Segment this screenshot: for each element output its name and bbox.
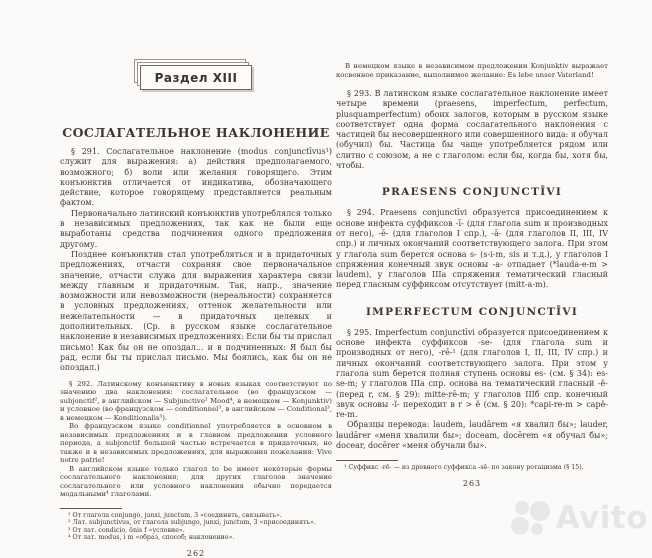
book-page-right (336, 0, 608, 540)
footnotes-left (60, 512, 332, 542)
paragraph: § 292. Латинскому конъюнктиву в новых языках соответствуют по значению два наклонения: сослагательное (во французском — subjonctif², в английском — Subjunctive² Mood⁴, в немецком — Konjunktiv) и условное (во французском — conditionnel³, в английском — Conditional³, в немецком — Konditionalis³). (60, 379, 332, 422)
paragraph: § 294. Praesens conjunctīvi образуется присоединением к основе инфекта суффиксов -ī- (для глагола sum и производных от него), -ē- (для глаголов I спр.), -ā- (для глаголов II, III, IV спр.) и личных окончаний соответствующего залога. При этом у глагола sum берется основа s- (s-i-m, sis и т.д.), у глаголов I спряжения конечный звук основы -a- отпадает (*lauda-e-m > laudem), у глаголов IIIа спряжения тематический гласный перед гласным суффиксом отсутствует (mitt-a-m). (336, 208, 608, 290)
paragraph: § 293. В латинском языке сослагательное наклонение имеет четыре времени (praesens, imperfectum, perfectum, plusquamperfectum) обоих залогов, которым в русском языке соответствует одна форма сослагательного наклонения с частицей бы несовершенного или совершенного вида: я обучал (обучил) бы. Частица бы чаще употребляется рядом или слитно с союзом, а не с глаголом: если бы, когда бы, хотя бы, чтобы. (336, 89, 608, 171)
paragraph: В немецком языке в независимом предложении Konjunktiv выражает косвенное приказание, выполнимое желание: Es lebe unser Vaterland! (336, 62, 608, 79)
paragraph-block-294 (336, 208, 608, 290)
paragraph: Позднее конъюнктив стал употребляться и в придаточных предложениях, отчасти сохраняя свое первоначальное значение, отчасти служа для выражения характера связи между главным и придаточным. Так, напр., значение возможности или невозможности (нереальности) сохраняется в условных предложениях, оттенок желательности или нежелательности — в придаточных целевых и дополнительных. (Ср. в русском языке сослагательное наклонение в независимых предложениях: Если бы ты прислал письмо! Как бы он не опоздал... и в подчиненных: Я был бы рад, если бы ты прислал письмо. Мы боялись, как бы он не опоздал.) (60, 249, 332, 373)
section-box (140, 64, 252, 90)
paragraph: § 291. Сослагательное наклонение (modus conjunctīvus¹) служит для выражения: а) действия предполагаемого, возможного; б) воли или желания говорящего. Этим конъюнктив отличается от индикатива, обозначающего действие, которое говорящему представляется реальным фактом. (60, 147, 332, 208)
footnote: ¹ Суффикс -rē- — из древнего суффикса -sē- по закону ротацизма (§ 15). (344, 464, 584, 472)
intro-note (336, 62, 608, 79)
paragraph: Первоначально латинский конъюнктив употреблялся только в независимых предложениях, так как не были еще выработаны средства подчинения одного предложения другому. (60, 208, 332, 249)
paragraph-block-291 (60, 147, 332, 374)
avito-brand-text: Avito (555, 499, 648, 536)
page-number-left: 262 (186, 548, 206, 558)
section-label: Раздел XIII (140, 65, 252, 90)
footnote-divider (60, 508, 122, 509)
paragraph-block-293 (336, 89, 608, 171)
footnotes-right (336, 464, 608, 472)
heading-imperfectum-conjunctivi: IMPERFECTUM CONJUNCTĪVI (365, 305, 579, 318)
paragraph: Во французском языке conditionnel употребляется в основном в независимых предложениях и в главном предложении условного периода, а subjonctif большей частью встречается в придаточных, но также и в независимых предложениях, для выражения пожелания: Vive notre patrie! (60, 422, 332, 465)
paragraph-block-295 (336, 328, 608, 452)
paragraph-block-292 (60, 380, 332, 499)
footnote: ⁴ От лат. modus, i m «образ, способ; наклонение». (68, 534, 235, 542)
chapter-title: СОСЛАГАТЕЛЬНОЕ НАКЛОНЕНИЕ (62, 125, 330, 140)
paragraph: В английском языке только глагол to be имеет некоторые формы сослагательного наклонения; для других глаголов значение сослагательного или условного наклонения обычно передается модальными⁴ глаголами. (60, 464, 332, 499)
heading-praesens-conjunctivi: PRAESENS CONJUNCTĪVI (381, 186, 563, 199)
page-number-right: 263 (462, 478, 482, 488)
book-page-left (60, 0, 332, 558)
paragraph: Образцы перевода: laudem, laudārem «я хвалил бы»; lauder, laudārer «меня хвалили бы»; doceam, docērem «я обучал бы»; docear, docērer «меня обучали бы». (336, 420, 608, 451)
footnote-divider (336, 460, 398, 461)
paragraph: § 295. Imperfectum conjunctīvi образуется присоединением к основе инфекта суффиксов -se- (для глагола sum и производных от него), -rē-¹ (для глаголов I, II, III, IV спр.) и личных окончаний соответствующего залога. При этом у глагола sum берется полная ступень основы es- (см. § 34): es-se-m; у глаголов IIIа спр. основа на тематический гласный -ĕ- (перед r, см. § 29): mitte-rē-m; у глаголов IIIб спр. конечный звук основы -ĭ- переходит в r > ĕ (см. § 20): *capi-re-m > capĕ-re-m. (336, 327, 608, 420)
footnote: ¹ От глагола conjungo, junxi, junctum, 3 «соединять, связывать». (68, 511, 282, 519)
footnote: ³ От лат. condicio, ōnis f «условие». (68, 526, 185, 534)
footnote: ² Лат. subjunctivus, от глагола subjungo, junxi, junctum, 3 «присоединять». (68, 519, 316, 527)
